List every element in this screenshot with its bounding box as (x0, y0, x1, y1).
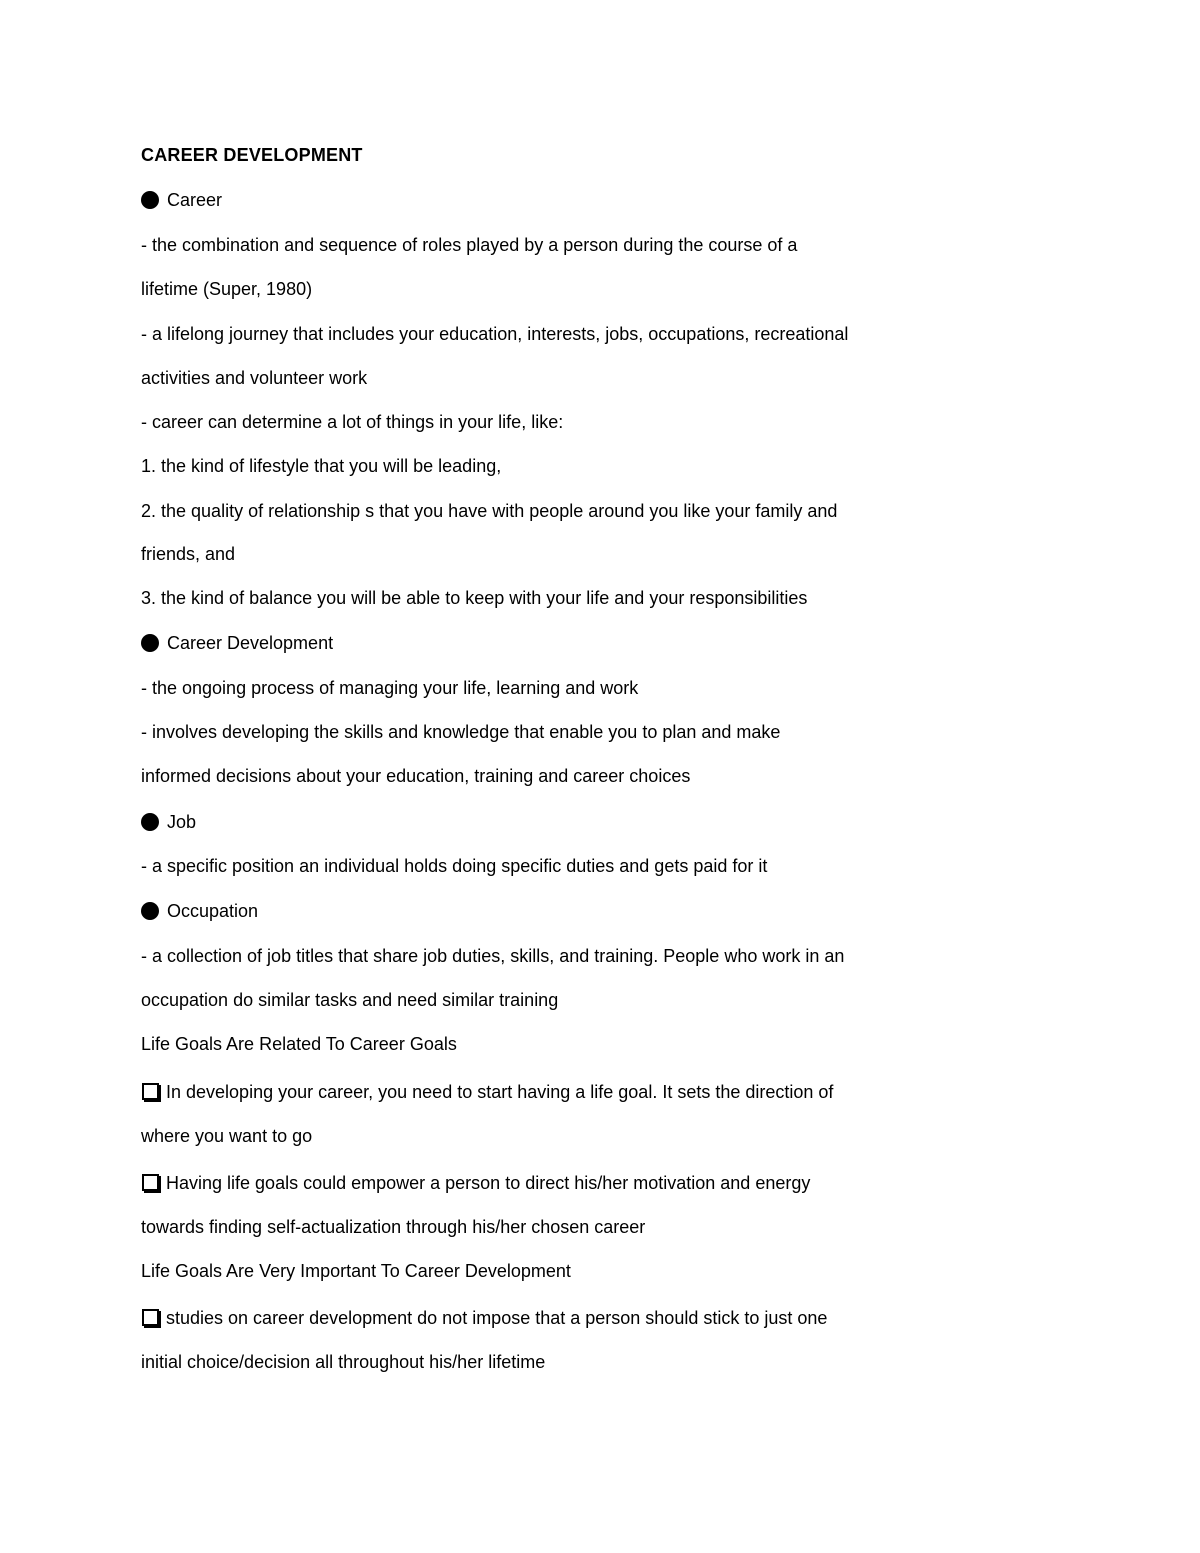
bullet-icon (141, 191, 159, 209)
section-heading-job: Job (141, 810, 1041, 834)
checkbox-item: studies on career development do not impose that a person should stick to just one (141, 1306, 1041, 1330)
section-heading-career-development: Career Development (141, 631, 1041, 655)
body-line: initial choice/decision all throughout his/her lifetime (141, 1352, 546, 1372)
bullet-icon (141, 902, 159, 920)
checkbox-item: Having life goals could empower a person to direct his/her motivation and energy (141, 1171, 1041, 1195)
bullet-icon (141, 634, 159, 652)
section-heading-occupation: Occupation (141, 899, 1041, 923)
body-line: - the ongoing process of managing your life, learning and work (141, 678, 639, 698)
document-title: CAREER DEVELOPMENT (141, 145, 363, 165)
body-line: where you want to go (141, 1126, 313, 1146)
body-line: - a specific position an individual holds doing specific duties and gets paid for it (141, 856, 768, 876)
bullet-icon (141, 813, 159, 831)
body-line: 1. the kind of lifestyle that you will be leading, (141, 456, 502, 476)
body-line: 3. the kind of balance you will be able to keep with your life and your responsibilities (141, 588, 808, 608)
subheading-life-goals-important: Life Goals Are Very Important To Career Development (141, 1261, 571, 1281)
body-line: - a collection of job titles that share job duties, skills, and training. People who work in an (141, 946, 845, 966)
checkbox-icon (142, 1083, 159, 1100)
body-line: occupation do similar tasks and need similar training (141, 990, 559, 1010)
checkbox-icon (142, 1309, 159, 1326)
body-line: 2. the quality of relationship s that you have with people around you like your family and (141, 501, 838, 521)
checkbox-icon (142, 1174, 159, 1191)
body-line: - the combination and sequence of roles played by a person during the course of a (141, 235, 798, 255)
body-line: - career can determine a lot of things in your life, like: (141, 412, 564, 432)
subheading-life-goals-related: Life Goals Are Related To Career Goals (141, 1034, 457, 1054)
body-line: friends, and (141, 544, 236, 564)
body-line: activities and volunteer work (141, 368, 368, 388)
body-line: informed decisions about your education, training and career choices (141, 766, 691, 786)
body-line: towards finding self-actualization through his/her chosen career (141, 1217, 646, 1237)
body-line: lifetime (Super, 1980) (141, 279, 313, 299)
checkbox-item: In developing your career, you need to start having a life goal. It sets the direction of (141, 1080, 1041, 1104)
body-line: - involves developing the skills and knowledge that enable you to plan and make (141, 722, 781, 742)
body-line: - a lifelong journey that includes your education, interests, jobs, occupations, recreational (141, 324, 849, 344)
section-heading-career: Career (141, 188, 1041, 212)
